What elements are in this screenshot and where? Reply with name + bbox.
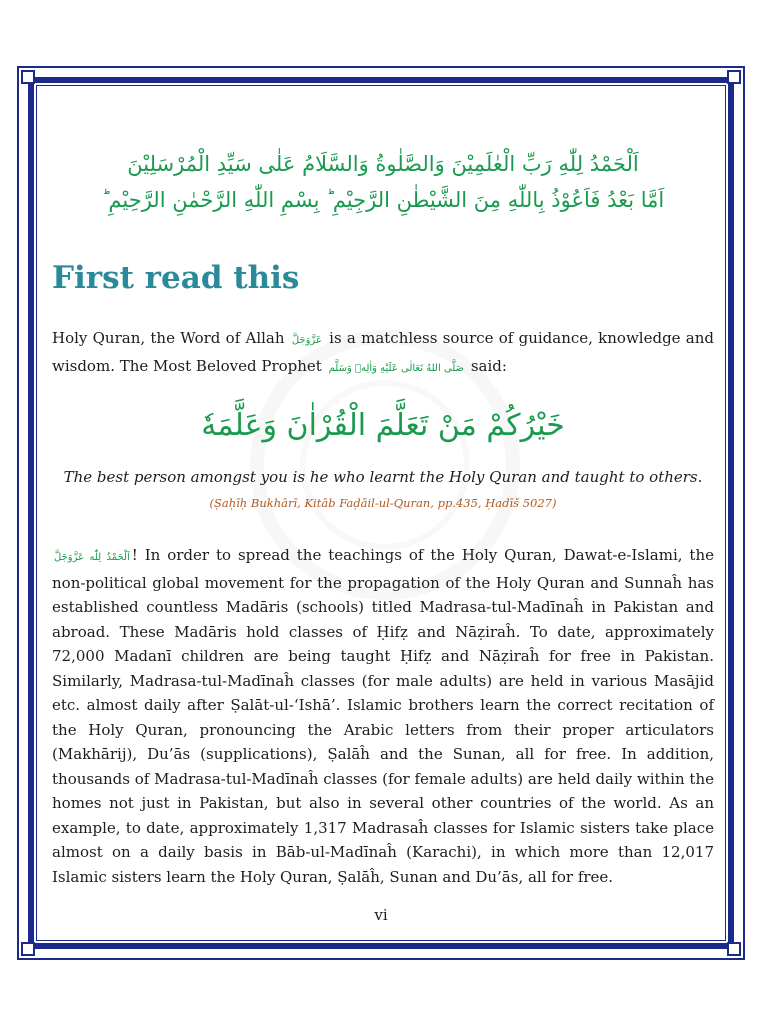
opening-invocation-line-1: اَلْحَمْدُ لِلّٰهِ رَبِّ الْعٰلَمِيْنَ وَالصَّلٰوةُ وَالسَّلَامُ عَلٰى سَيِّدِ الْمُرْسَلِيْنَ (127, 152, 639, 176)
main-paragraph (52, 543, 714, 889)
page-heading: First read this (52, 260, 300, 296)
intro-text-2: is a matchless source of guidance, knowledge and wisdom. The Most Beloved Prophet (52, 329, 715, 375)
alhamdulillah-glyph: اَلْحَمْدُ لِلّٰه عَزَّوَجَلَّ (54, 552, 130, 563)
intro-text-3: said: (470, 356, 507, 375)
border-corner-bottom-left (21, 942, 35, 956)
border-corner-top-right (727, 70, 741, 84)
main-paragraph-text: ! In order to spread the teachings of the Holy Quran, Dawat-e-Islami, the non-political global movement for the propagation of the Holy Quran and Sunnaĥ has established countless Madāris (schools) titled Madrasa-tul-Madīnaĥ in Pakistan and abroad. These Madāris hold classes of Ḥifẓ and Nāẓiraĥ. To date, approximately 72,000 Madanī children are being taught Ḥifẓ and Nāẓiraĥ for free in Pakistan. Similarly, Madrasa-tul-Madīnaĥ classes (for male adults) are held in various Masājid etc. almost daily after Ṣalāt-ul-‘Ishā’. Islamic brothers learn the correct recitation of the Holy Quran, pronouncing the Arabic letters from their proper articulators (Makhārij), Du’ās (supplications), Ṣalāĥ and the Sunan, all for free. In addition, thousands of Madrasa-tul-Madīnaĥ classes (for female adults) are held daily within the homes not just in Pakistan, but also in several other countries of the world. As an example, to date, approximately 1,317 Madrasaĥ classes for Islamic sisters take place almost on a daily basis in Bāb-ul-Madīnaĥ (Karachi), in which more than 12,017 Islamic sisters learn the Holy Quran, Ṣalāĥ, Sunan and Du’ās, all for free. (52, 546, 714, 886)
page-content (52, 140, 714, 889)
salutation-glyph: صَلَّى اللهُ تَعَالٰى عَلَيْهِ وَاٰلِهٖ وَسَلَّم (328, 362, 465, 374)
border-corner-bottom-right (727, 942, 741, 956)
opening-invocation-line-2: اَمَّا بَعْدُ فَاَعُوْذُ بِاللّٰهِ مِنَ الشَّيْطٰنِ الرَّجِيْمِ ؕ بِسْمِ اللّٰهِ الرَّحْمٰنِ الرَّحِيْمِ ؕ (101, 188, 665, 212)
intro-text-1: Holy Quran, the Word of Allah (52, 329, 285, 347)
azza-wa-jal-glyph: عَزَّوَجَلَّ (291, 335, 322, 346)
page-number: vi (374, 906, 388, 924)
hadith-translation: The best person amongst you is he who learnt the Holy Quran and taught to others. (63, 468, 703, 486)
intro-paragraph (52, 326, 714, 381)
hadith-reference: (Ṣaḥīḥ Bukhārī, Kitāb Faḍāil-ul-Quran, pp.435, Ḥadīš 5027) (209, 496, 557, 510)
hadith-arabic: خَيْرُكُمْ مَنْ تَعَلَّمَ الْقُرْاٰنَ وَعَلَّمَهٗ (201, 408, 565, 443)
border-corner-top-left (21, 70, 35, 84)
